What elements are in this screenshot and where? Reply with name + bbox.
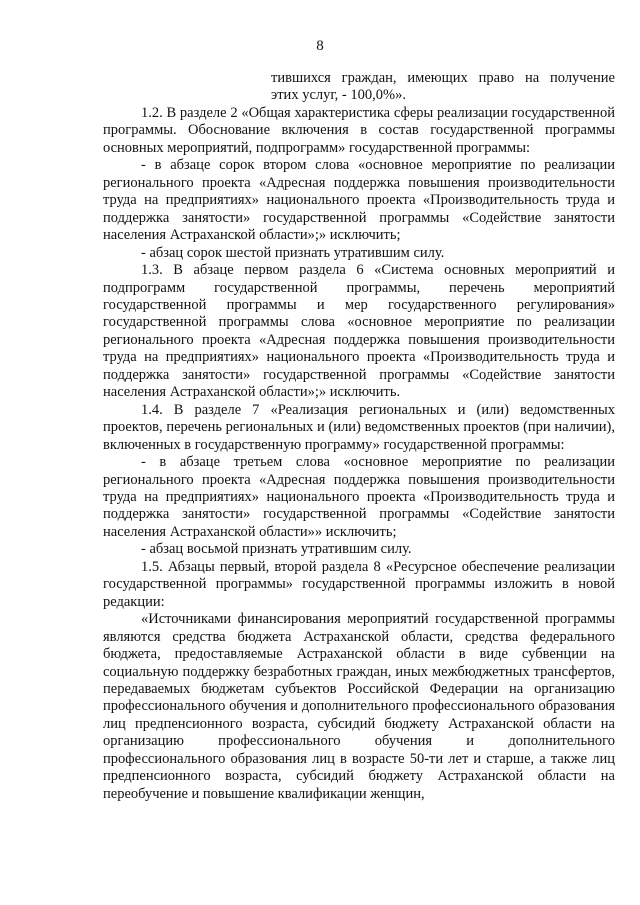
paragraph-1-5: 1.5. Абзацы первый, второй раздела 8 «Ресурсное обеспечение реализации государственной программы» государственной программы изложить в новой редакции: xyxy=(103,558,615,610)
document-body xyxy=(103,105,615,803)
continuation-text xyxy=(271,70,615,105)
paragraph-1-5-quote: «Источниками финансирования мероприятий государственной программы являются средства бюджета Астраханской области, средства федерального бюджета, предоставляемые Астраханской области в виде субвенции на социальную поддержку безработных граждан, иных межбюджетных трансфертов, передаваемых бюджетам субъектов Российской Федерации на организацию профессионального обучения и дополнительного профессионального образования лиц предпенсионного возраста, субсидий бюджету Астраханской области на организацию профессионального обучения и дополнительного профессионального образования лиц в возрасте 50-ти лет и старше, а также лиц предпенсионного возраста, субсидий бюджету Астраханской области на переобучение и повышение квалификации женщин, xyxy=(103,611,615,802)
paragraph-1-2: 1.2. В разделе 2 «Общая характеристика сферы реализации государственной программы. Обоснование включения в состав государственной программы основных мероприятий, подпрограмм» государственной программы: xyxy=(103,105,615,156)
continuation-line-2: этих услуг, - 100,0%». xyxy=(271,87,406,104)
paragraph-1-3: 1.3. В абзаце первом раздела 6 «Система основных мероприятий и подпрограмм государственной программы, перечень мероприятий государственной программы и мер государственного регулирования» государственной программы слова «основное мероприятие по реализации регионального проекта «Адресная поддержка повышения производительности труда на предприятиях» национального проекта «Производительность труда и поддержка занятости» государственной программы «Содействие занятости населения Астраханской области»;» исключить. xyxy=(103,262,615,401)
paragraph-1-2-item-2: - абзац сорок шестой признать утратившим силу. xyxy=(141,244,445,261)
paragraph-1-2-item-1: - в абзаце сорок втором слова «основное мероприятие по реализации регионального проекта «Адресная поддержка повышения производительности труда на предприятиях» национального проекта «Производительность труда и поддержка занятости» государственной программы «Содействие занятости населения Астраханской области»;» исключить; xyxy=(103,157,615,244)
paragraph-1-4-item-2: - абзац восьмой признать утратившим силу. xyxy=(141,541,412,558)
page-number: 8 xyxy=(316,38,324,54)
continuation-line-1: тившихся граждан, имеющих право на получение xyxy=(271,70,615,86)
paragraph-1-4-item-1: - в абзаце третьем слова «основное мероприятие по реализации регионального проекта «Адресная поддержка повышения производительности труда на предприятиях» национального проекта «Производительность труда и поддержка занятости» государственной программы «Содействие занятости населения Астраханской области»» исключить; xyxy=(103,454,615,540)
paragraph-1-4: 1.4. В разделе 7 «Реализация региональных и (или) ведомственных проектов, перечень региональных и (или) ведомственных проектов (при наличии), включенных в государственную программу» государственной программы: xyxy=(103,401,615,453)
